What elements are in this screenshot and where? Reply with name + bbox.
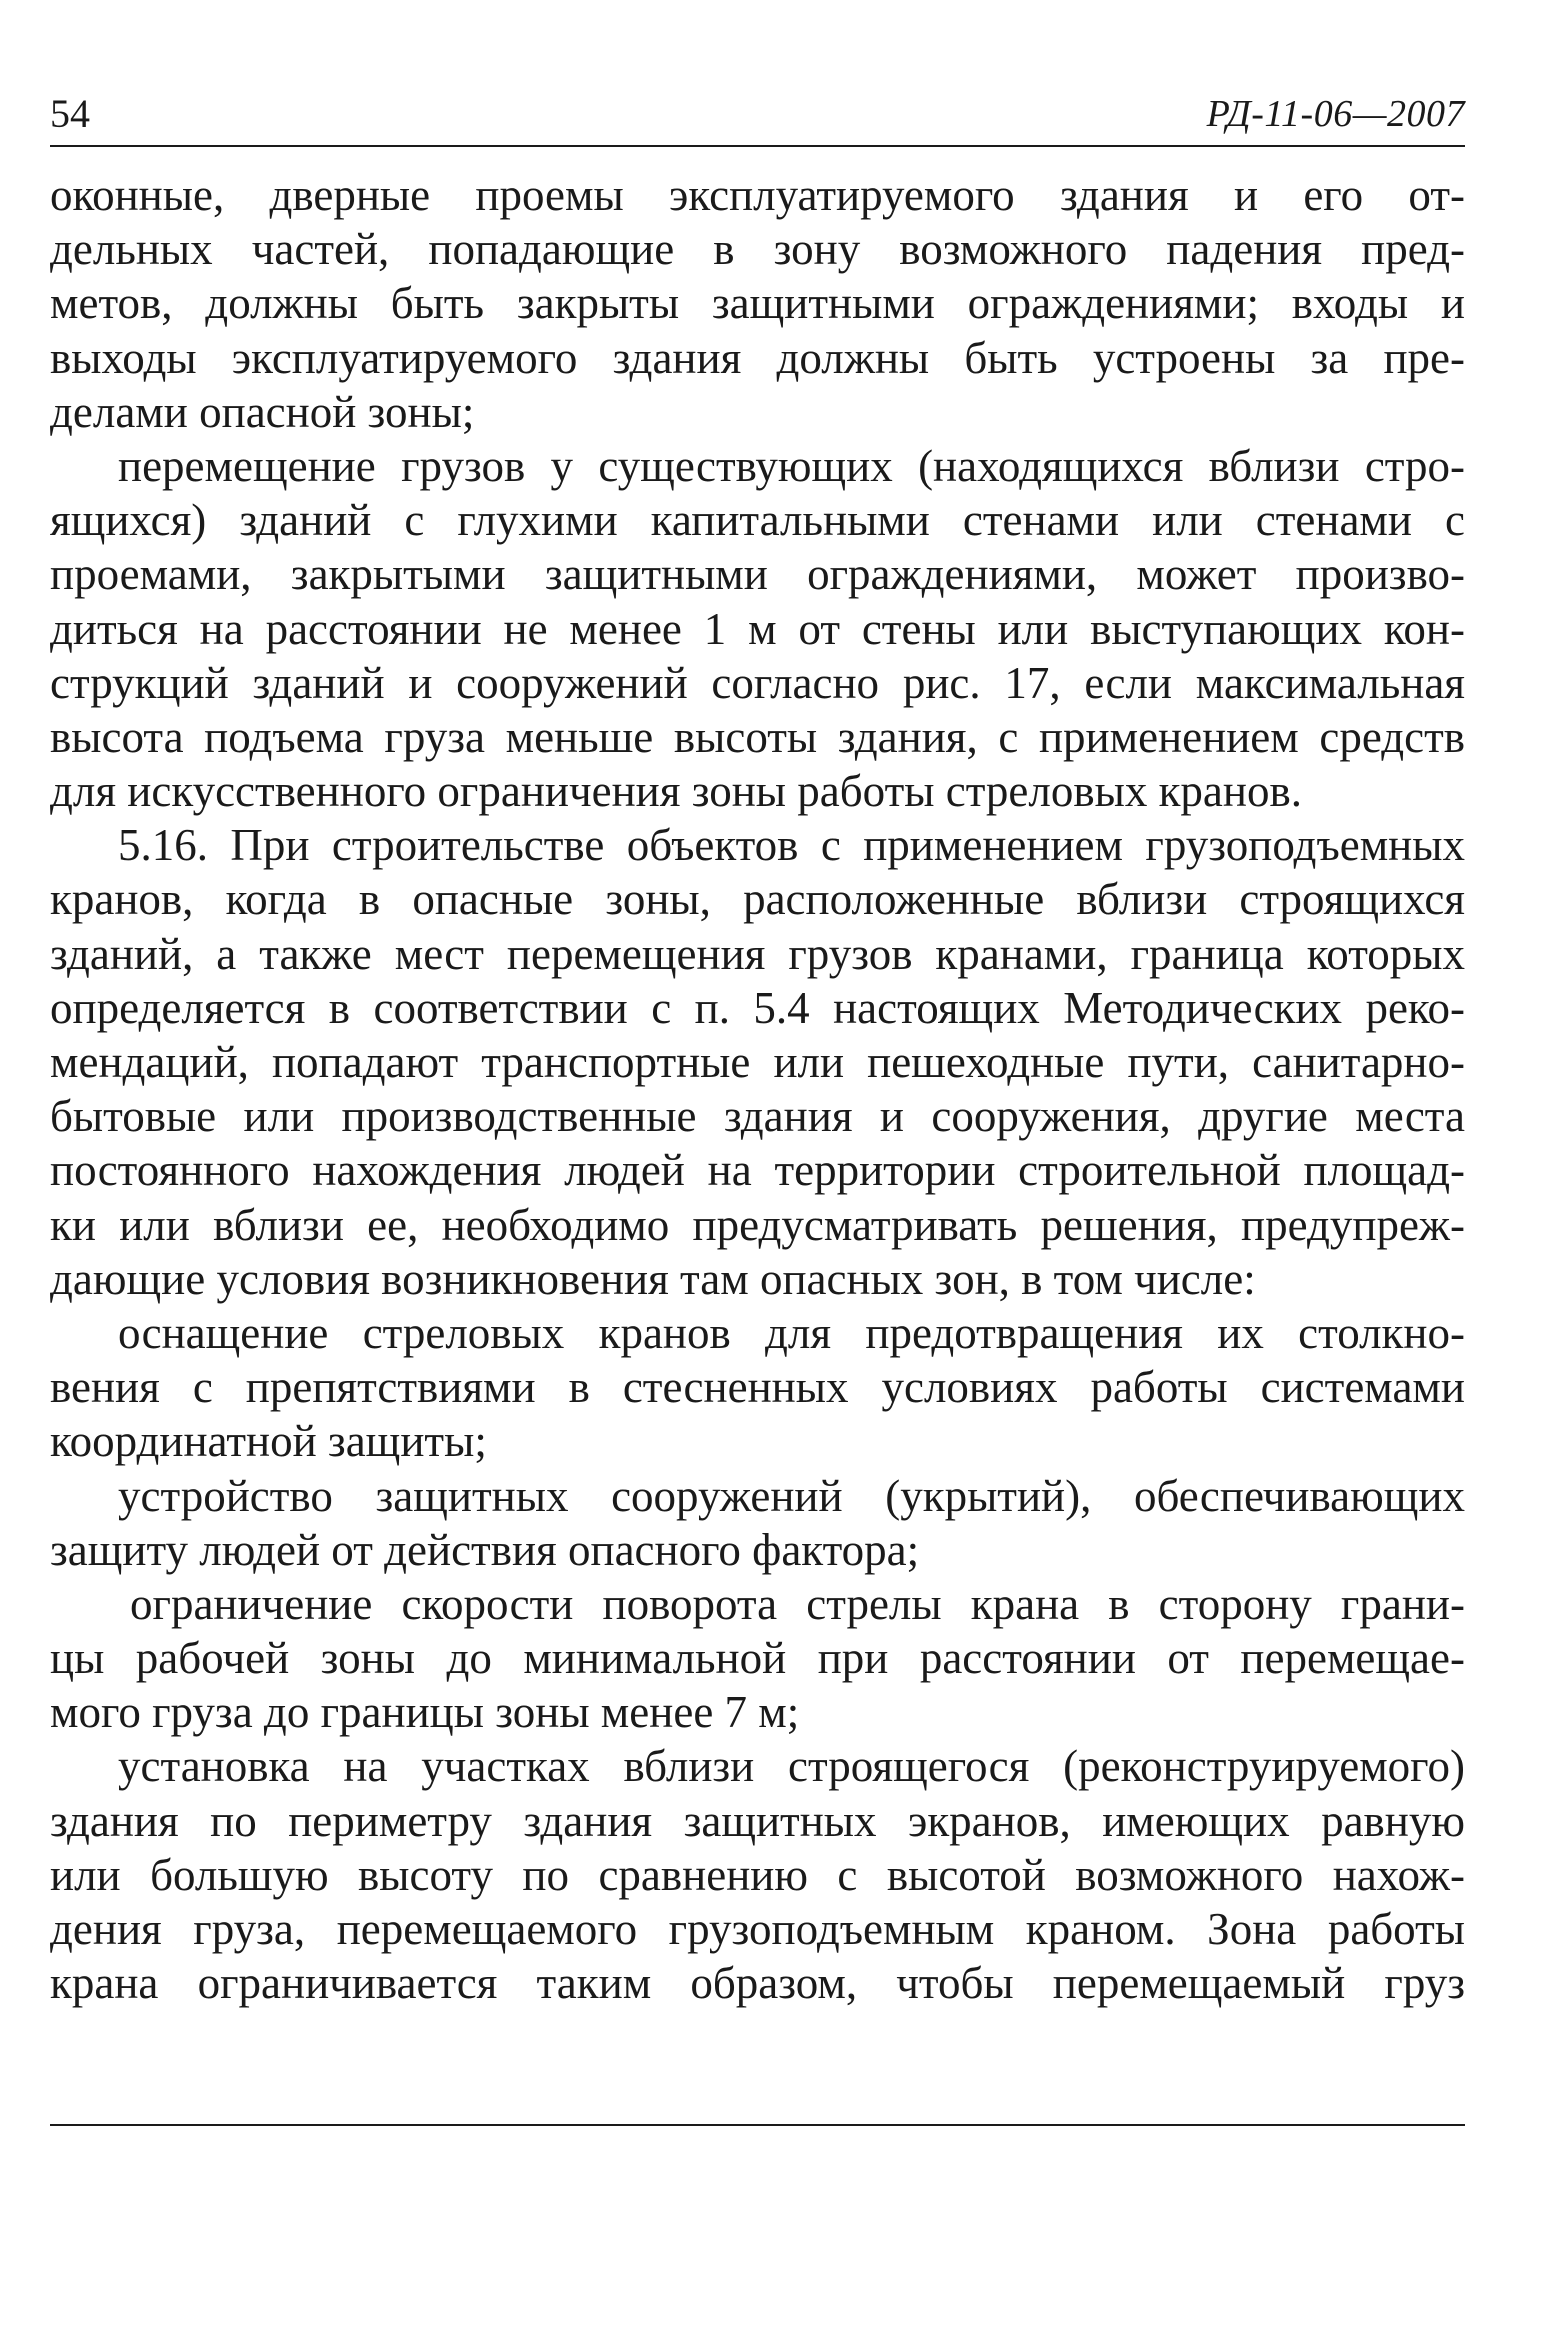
text-line: струкций зданий и сооружений согласно рис. 17, если максимальная bbox=[50, 657, 1465, 708]
text-line: метов, должны быть закрыты защитными ограждениями; входы и bbox=[50, 278, 1465, 329]
text-line: установка на участках вблизи строящегося (реконструируемого) bbox=[118, 1741, 1465, 1792]
text-line: крана ограничивается таким образом, чтобы перемещаемый груз bbox=[50, 1958, 1465, 2009]
header-divider bbox=[50, 145, 1465, 147]
text-line: делами опасной зоны; bbox=[50, 386, 475, 437]
text-line: устройство защитных сооружений (укрытий), обеспечивающих bbox=[118, 1470, 1465, 1521]
text-line: мого груза до границы зоны менее 7 м; bbox=[50, 1687, 800, 1738]
text-line: защиту людей от действия опасного фактора; bbox=[50, 1524, 920, 1575]
text-line: оснащение стреловых кранов для предотвращения их столкно- bbox=[118, 1307, 1465, 1358]
text-line: ящихся) зданий с глухими капитальными стенами или стенами с bbox=[50, 495, 1465, 546]
text-line: для искусственного ограничения зоны работы стреловых кранов. bbox=[50, 766, 1302, 817]
text-line: перемещение грузов у существующих (находящихся вблизи стро- bbox=[118, 440, 1465, 491]
text-line: высота подъема груза меньше высоты здания, с применением средств bbox=[50, 711, 1465, 762]
text-line: ки или вблизи ее, необходимо предусматривать решения, предупреж- bbox=[50, 1199, 1465, 1250]
text-line: здания по периметру здания защитных экранов, имеющих равную bbox=[50, 1795, 1465, 1846]
text-line: бытовые или производственные здания и сооружения, другие места bbox=[50, 1091, 1465, 1142]
text-line: кранов, когда в опасные зоны, расположенные вблизи строящихся bbox=[50, 874, 1465, 925]
text-line: ограничение скорости поворота стрелы крана в сторону грани- bbox=[130, 1578, 1465, 1629]
text-line: дения груза, перемещаемого грузоподъемным краном. Зона работы bbox=[50, 1904, 1465, 1954]
text-line: или большую высоту по сравнению с высотой возможного нахож- bbox=[50, 1849, 1465, 1900]
page-header bbox=[50, 88, 1465, 150]
text-line: диться на расстоянии не менее 1 м от стены или выступающих кон- bbox=[50, 603, 1465, 654]
text-line: определяется в соответствии с п. 5.4 настоящих Методических реко- bbox=[50, 982, 1465, 1033]
page-number: 54 bbox=[50, 91, 90, 136]
text-line: вения с препятствиями в стесненных условиях работы системами bbox=[50, 1362, 1465, 1413]
text-line: дельных частей, попадающие в зону возможного падения пред- bbox=[50, 224, 1465, 275]
body-text bbox=[50, 168, 1465, 2010]
text-line: выходы эксплуатируемого здания должны быть устроены за пре- bbox=[50, 332, 1465, 383]
text-line: постоянного нахождения людей на территории строительной площад- bbox=[50, 1145, 1465, 1196]
text-line: оконные, дверные проемы эксплуатируемого здания и его от- bbox=[50, 170, 1465, 220]
document-code: РД-11-06—2007 bbox=[1206, 93, 1465, 135]
text-line: мендаций, попадают транспортные или пешеходные пути, санитарно- bbox=[50, 1037, 1465, 1087]
text-line: проемами, закрытыми защитными ограждениями, может произво- bbox=[50, 549, 1465, 600]
text-line: дающие условия возникновения там опасных зон, в том числе: bbox=[50, 1253, 1256, 1304]
text-line: координатной защиты; bbox=[50, 1416, 487, 1467]
footer-divider bbox=[50, 2124, 1465, 2126]
text-line: 5.16. При строительстве объектов с применением грузоподъемных bbox=[118, 820, 1465, 871]
text-line: зданий, а также мест перемещения грузов кранами, граница которых bbox=[50, 928, 1465, 979]
text-line: цы рабочей зоны до минимальной при расстоянии от перемещае- bbox=[50, 1633, 1465, 1684]
